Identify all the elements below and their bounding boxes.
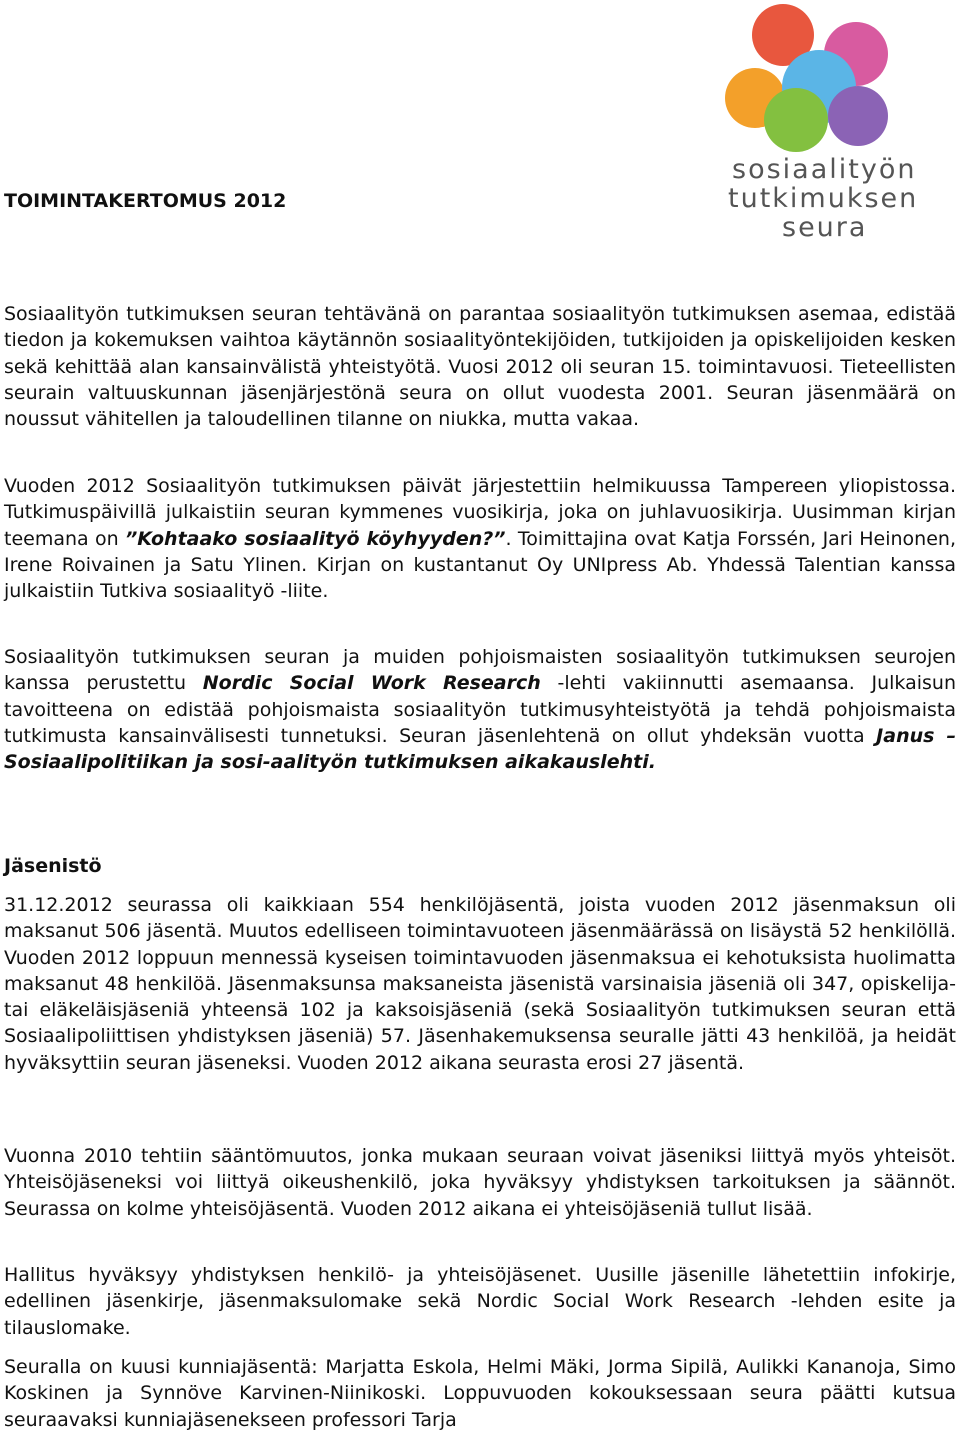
logo-circle-green: [764, 88, 828, 152]
journal-name-janus: Janus – Sosiaalipolitiikan ja sosi-aalityön tutkimuksen aikakauslehti.: [4, 724, 956, 774]
logo-text-line2: tutkimuksen: [728, 183, 919, 214]
intro-paragraph-2-text-b: . Toimittajina ovat Katja Forssén, Jari Heinonen, Irene Roivainen ja Satu Ylinen. Kirjan on kustantanut Oy UNIpress Ab. Yhdessä Talentian kanssa julkaistiin Tutkiva sosiaalityö -liite.: [4, 527, 956, 603]
page-title: TOIMINTAKERTOMUS 2012: [4, 190, 287, 212]
section-heading-members: Jäsenistö: [4, 855, 102, 877]
logo-text-line3: seura: [782, 212, 868, 243]
intro-paragraph-3-text-b: -lehti vakiinnutti asemaansa. Julkaisun tavoitteena on edistää pohjoismaista sosiaalityön tutkimusyhteistyötä ja tehdä pohjoismaista tutkimusta kansainvälisesti tunnetuksi. Seuran jäsenlehtenä on ollut yhdeksän vuotta: [4, 672, 957, 747]
book-theme-title: ”Kohtaako sosiaalityö köyhyyden?”: [125, 527, 506, 550]
logo-circle-purple: [828, 86, 888, 146]
members-paragraph-1: 31.12.2012 seurassa oli kaikkiaan 554 henkilöjäsentä, joista vuoden 2012 jäsenmaksun oli maksanut 506 jäsentä. Muutos edelliseen toimintavuoteen jäsenmäärässä on lisäystä 52 henkilöllä. Vuoden 2012 loppuun mennessä kyseisen toimintavuoden jäsenmaksua ei kehotuksista huolimatta maksanut 48 henkilöä. Jäsenmaksunsa maksaneista jäsenistä varsinaisia jäseniä oli 347, opiskelija- tai eläkeläisjäseniä yhteensä 102 ja kaksoisjäseniä (sekä Sosiaalityön tutkimuksen seuran että Sosiaalipoliittisen yhdistyksen jäseniä) 57. Jäsenhakemuksensa seuralle jätti 43 henkilöä, ja heidät hyväksyttiin seuran jäseneksi. Vuoden 2012 aikana seurasta erosi 27 jäsentä.: [4, 894, 956, 1074]
journal-name-nswr: Nordic Social Work Research: [202, 672, 541, 695]
members-paragraph-3: Hallitus hyväksyy yhdistyksen henkilö- ja yhteisöjäsenet. Uusille jäsenille lähetettiin infokirje, edellinen jäsenkirje, jäsenmaksulomake sekä Nordic Social Work Research -lehden esite ja tilauslomake.: [4, 1264, 956, 1339]
intro-paragraph-2-text-a: Vuoden 2012 Sosiaalityön tutkimuksen päivät järjestettiin helmikuussa Tampereen yliopistossa. Tutkimuspäivillä julkaistiin seuran kymmenes vuosikirja, joka on juhlavuosikirja. Uusimman kirjan teemana on: [4, 475, 956, 550]
members-paragraph-4: Seuralla on kuusi kunniajäsentä: Marjatta Eskola, Helmi Mäki, Jorma Sipilä, Aulikki Kananoja, Simo Koskinen ja Synnöve Karvinen-Niinikoski. Loppuvuoden kokouksessaan seura päätti kutsua seuraavaksi kunniajäsenekseen professori Tarja: [4, 1356, 956, 1431]
intro-paragraph-1: Sosiaalityön tutkimuksen seuran tehtävänä on parantaa sosiaalityön tutkimuksen asemaa, edistää tiedon ja kokemuksen vaihtoa käytännön sosiaalityöntekijöiden, tutkijoiden ja opiskelijoiden kesken sekä kehittää alan kansainvälistä yhteistyötä. Vuosi 2012 oli seuran 15. toimintavuosi. Tieteellisten seurain valtuuskunnan jäsenjärjestönä seura on ollut vuodesta 2001. Seuran jäsenmäärä on noussut vähitellen ja taloudellinen tilanne on niukka, mutta vakaa.: [4, 303, 956, 431]
members-paragraph-2: Vuonna 2010 tehtiin sääntömuutos, jonka mukaan seuraan voivat jäseniksi liittyä myös yhteisöt. Yhteisöjäseneksi voi liittyä oikeushenkilö, joka hyväksyy yhdistyksen tarkoituksen ja säännöt. Seurassa on kolme yhteisöjäsentä. Vuoden 2012 aikana ei yhteisöjäseniä tullut lisää.: [4, 1145, 956, 1220]
society-logo: [712, 0, 960, 248]
intro-paragraph-3: [4, 644, 956, 775]
intro-paragraph-3-text-a: Sosiaalityön tutkimuksen seuran ja muiden pohjoismaisten sosiaalityön tutkimuksen seurojen kanssa perustettu: [4, 646, 956, 695]
intro-paragraph-2: [4, 473, 956, 604]
logo-text-line1: sosiaalityön: [732, 154, 917, 185]
